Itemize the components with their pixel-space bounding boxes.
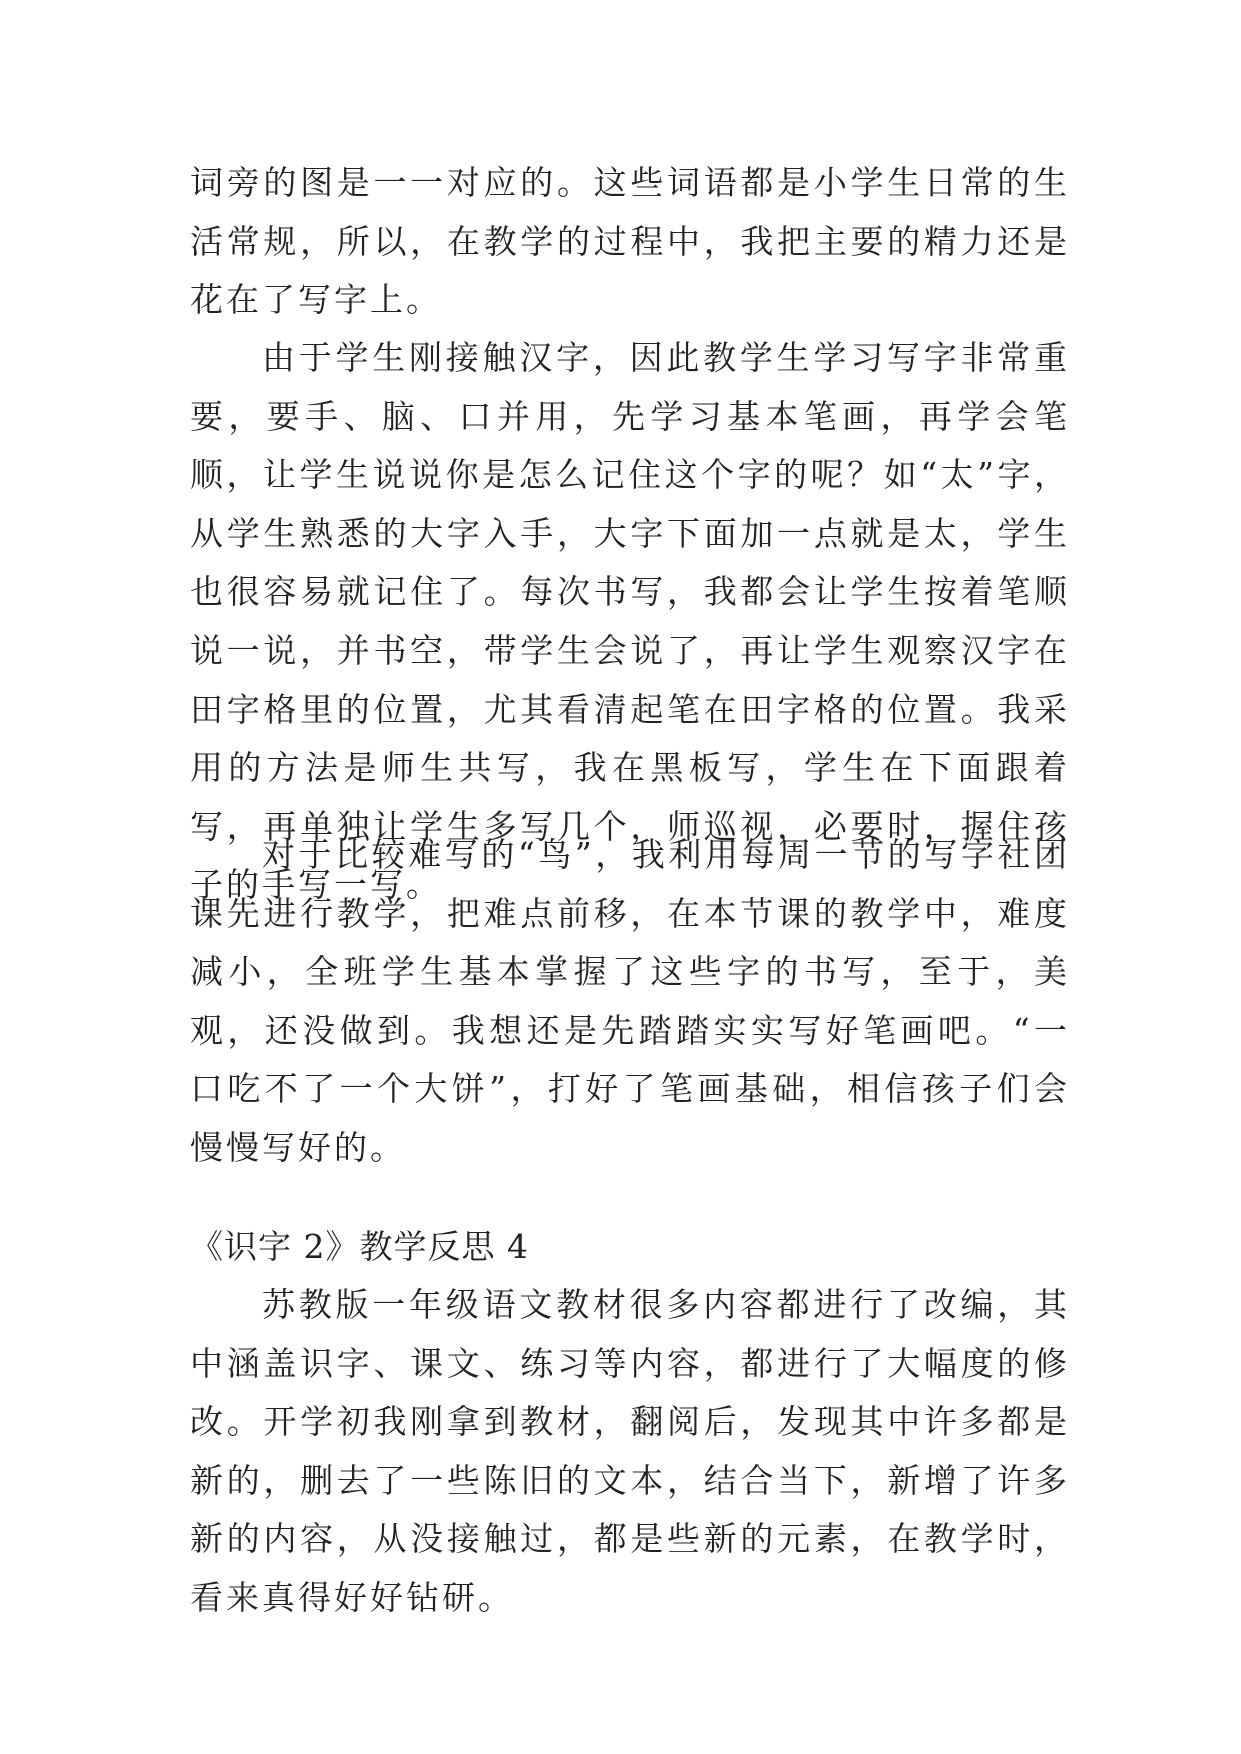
paragraph-continuation: 词旁的图是一一对应的。这些词语都是小学生日常的生活常规，所以，在教学的过程中，我把主要的精力还是花在了写字上。 bbox=[190, 163, 1070, 320]
paragraph-textbook-revision: 苏教版一年级语文教材很多内容都进行了改编，其中涵盖识字、课文、练习等内容，都进行了大幅度的修改。开学初我刚拿到教材，翻阅后，发现其中许多都是新的，删去了一些陈旧的文本，结合当下，新增了许多新的内容，从没接触过，都是些新的元素，在教学时，看来真得好好钻研。 bbox=[190, 1285, 1070, 1617]
paragraph-difficult-characters: 对于比较难写的“鸟”，我利用每周一节的写字社团课先进行教学，把难点前移，在本节课的教学中，难度减小，全班学生基本掌握了这些字的书写，至于，美观，还没做到。我想还是先踏踏实实写好笔画吧。“一口吃不了一个大饼”，打好了笔画基础，相信孩子们会慢慢写好的。 bbox=[190, 835, 1070, 1167]
paragraph-writing-method: 由于学生刚接触汉字，因此教学生学习写字非常重要，要手、脑、口并用，先学习基本笔画，再学会笔顺，让学生说说你是怎么记住这个字的呢？如“太”字，从学生熟悉的大字入手，大字下面加一点就是太，学生也很容易就记住了。每次书写，我都会让学生按着笔顺说一说，并书空，带学生会说了，再让学生观察汉字在田字格里的位置，尤其看清起笔在田字格的位置。我采用的方法是师生共写，我在黑板写，学生在下面跟着写，再单独让学生多写几个，师巡视，必要时，握住孩子的手写一写。 bbox=[190, 338, 1070, 905]
section-heading: 《识字 2》教学反思 4 bbox=[190, 1227, 529, 1266]
